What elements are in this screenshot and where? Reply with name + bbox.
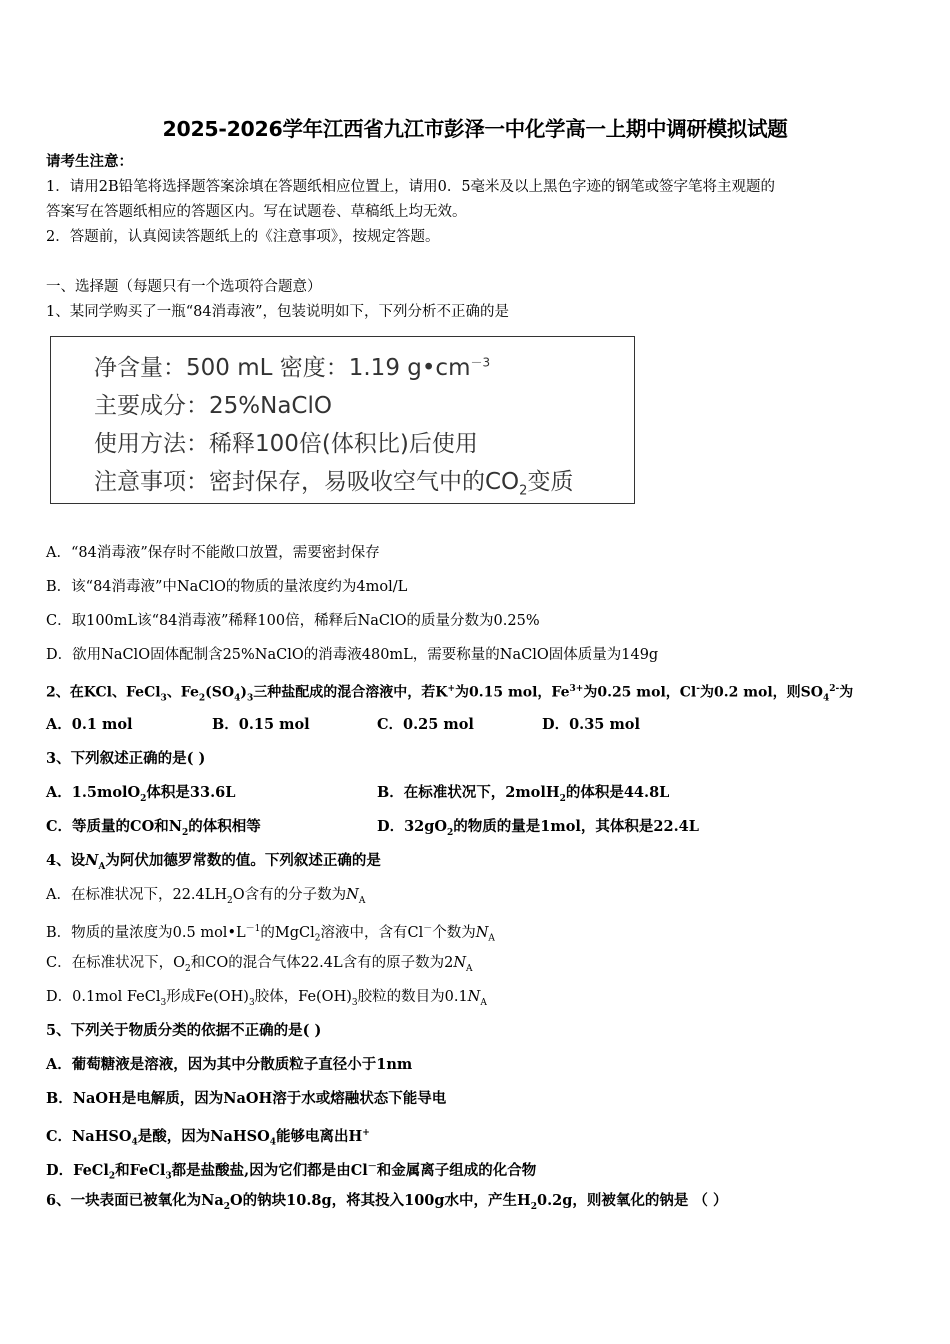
q6-stem: 6、一块表面已被氧化为$Na_2O$的钠块10.8g，将其投入100g水中，产生$H_20.2g$，则被氧化的钠是 （ ）	[46, 1192, 728, 1212]
q3-option-c: C．等质量的CO和$N_2$的体积相等	[46, 818, 261, 838]
section-heading: 一、选择题（每题只有一个选项符合题意）	[46, 279, 322, 295]
q2-option-b: B．0.15 mol	[212, 716, 310, 733]
q1-option-c: C．取100mL该“84消毒液”稀释100倍，稀释后NaClO的质量分数为0.25%	[46, 613, 540, 629]
label-line-3: 使用方法：稀释100倍(体积比)后使用	[94, 431, 478, 457]
q4-option-b: B．物质的量浓度为0.5 $mol•L^{-1}$的MgCl$_2$溶液中，含有Cl－个数为$N_A$	[46, 924, 495, 944]
q4-stem: 4、设$N_A$为阿伏加德罗常数的值。下列叙述正确的是	[46, 852, 381, 872]
q4-option-c: C．在标准状况下，$O_2$和CO的混合气体22.4L含有的原子数为$2N_A$	[46, 955, 473, 974]
q1-option-b: B．该“84消毒液”中NaClO的物质的量浓度约为4mol/L	[46, 579, 408, 595]
label-line-4: 注意事项：密封保存，易吸收空气中的$CO_2$变质	[94, 469, 574, 499]
page-title: 2025-2026学年江西省九江市彭泽一中化学高一上期中调研模拟试题	[162, 117, 788, 141]
q1-option-a: A．“84消毒液”保存时不能敞口放置，需要密封保存	[46, 545, 380, 561]
q1-label-box	[50, 336, 635, 504]
q5-option-d: D．FeCl$_2$和FeCl$_3$都是盐酸盐,因为它们都是由Cl－和金属离子组成的化合物	[46, 1161, 537, 1182]
q5-option-b: B．NaOH是电解质，因为NaOH溶于水或熔融状态下能导电	[46, 1090, 447, 1107]
notice-line-3: 2．答题前，认真阅读答题纸上的《注意事项》，按规定答题。	[46, 229, 440, 245]
q4-option-a: A．在标准状况下，$22.4LH_2O$含有的分子数为$N_A$	[46, 887, 366, 906]
q2-option-d: D．0.35 mol	[542, 716, 640, 733]
notice-heading: 请考生注意：	[46, 153, 133, 170]
q5-option-c: C．NaHSO$_4$是酸，因为NaHSO$_4$能够电离出H+	[46, 1127, 370, 1148]
q1-stem: 1、某同学购买了一瓶“84消毒液”，包装说明如下，下列分析不正确的是	[46, 304, 509, 320]
q4-option-d: D．0.1mol FeCl$_3$形成$Fe(OH)_3$胶体，$Fe(OH)_3$胶粒的数目为$0.1N_A$	[46, 989, 487, 1008]
label-line-1: 净含量：500 mL 密度：1.19 $g•cm^{-3}$	[94, 355, 491, 381]
label-line-2: 主要成分：25%NaClO	[94, 393, 332, 419]
q1-option-d: D．欲用NaClO固体配制含25%NaClO的消毒液480mL，需要称量的NaClO固体质量为149g	[46, 647, 659, 663]
q5-option-a: A．葡萄糖液是溶液，因为其中分散质粒子直径小于1nm	[46, 1056, 413, 1073]
q2-stem: 2、在KCl、FeCl$_3$、$Fe_2(SO_4)_3$三种盐配成的混合溶液中，若K+为0.15 mol，$Fe^{3+}$为0.25 mol，Cl-为0.2 mol，则$SO_4^{2-}$为	[46, 684, 854, 704]
q3-stem: 3、下列叙述正确的是( )	[46, 750, 206, 767]
q3-option-d: D．$32gO_2$的物质的量是1mol，其体积是22.4L	[377, 818, 699, 838]
q2-option-a: A．0.1 mol	[46, 716, 133, 733]
q5-stem: 5、下列关于物质分类的依据不正确的是( )	[46, 1022, 322, 1039]
notice-line-2: 答案写在答题纸相应的答题区内。写在试题卷、草稿纸上均无效。	[46, 204, 467, 220]
q3-option-a: A．1.5molO$_2$体积是33.6L	[46, 784, 236, 804]
notice-line-1: 1．请用2B铅笔将选择题答案涂填在答题纸相应位置上，请用0．5毫米及以上黑色字迹的钢笔或签字笔将主观题的	[46, 179, 776, 195]
q3-option-b: B．在标准状况下，2molH$_2$的体积是44.8L	[377, 784, 670, 804]
q2-option-c: C．0.25 mol	[377, 716, 474, 733]
